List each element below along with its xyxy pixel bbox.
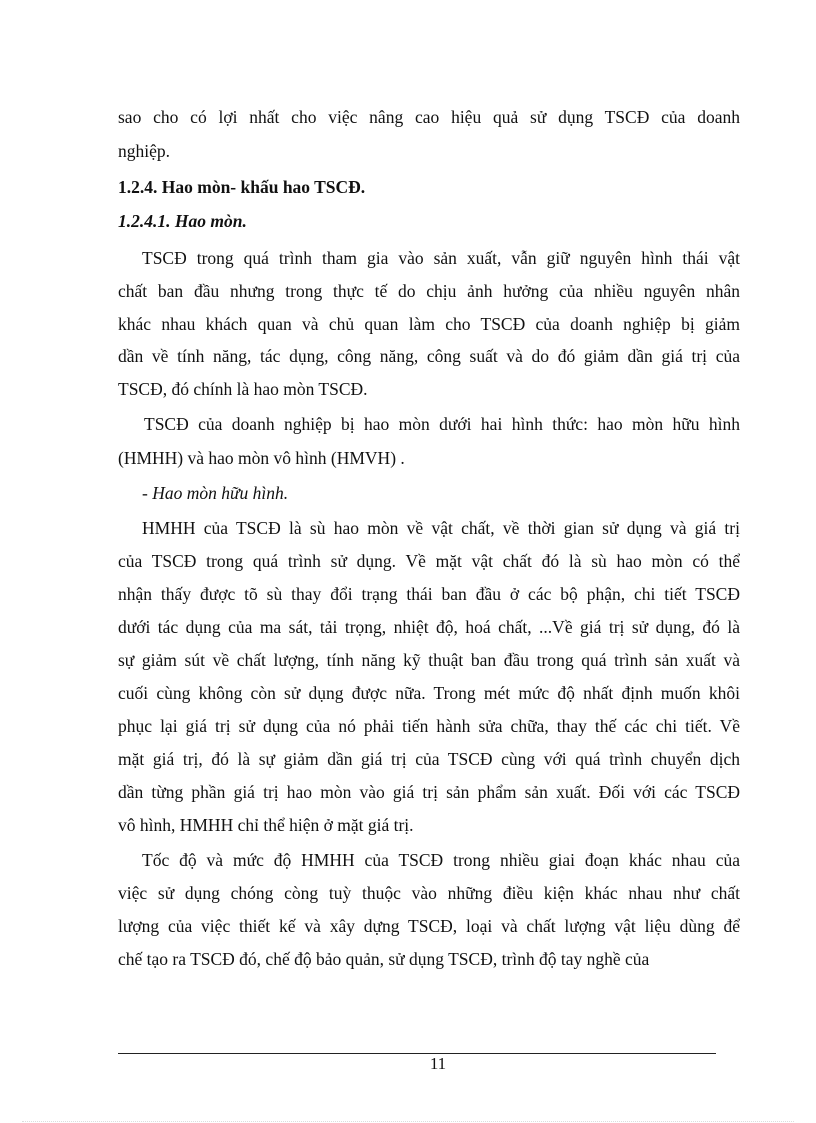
paragraph-line: HMHH của TSCĐ là sù hao mòn về vật chất, về thời gian sử dụng và giá trị xyxy=(142,518,740,538)
paragraph-line: nhận thấy được tõ sù thay đổi trạng thái ban đầu ở các bộ phận, chi tiết TSCĐ xyxy=(118,584,740,604)
paragraph-line: TSCĐ, đó chính là hao mòn TSCĐ. xyxy=(118,379,368,399)
section-heading: 1.2.4. Hao mòn- khấu hao TSCĐ. xyxy=(118,177,366,197)
page-number: 11 xyxy=(429,1054,447,1073)
paragraph-line: TSCĐ của doanh nghiệp bị hao mòn dưới hai hình thức: hao mòn hữu hình xyxy=(144,414,740,434)
paragraph-line: cuối cùng không còn sử dụng được nữa. Trong mét mức độ nhất định muốn khôi xyxy=(118,683,740,703)
paragraph-line: mặt giá trị, đó là sự giảm dần giá trị của TSCĐ cùng với quá trình chuyển dịch xyxy=(118,749,740,769)
subsection-heading: 1.2.4.1. Hao mòn. xyxy=(118,211,247,231)
paragraph-line: chất ban đầu nhưng trong thực tế do chịu ảnh hưởng của nhiều nguyên nhân xyxy=(118,281,740,301)
paragraph-line: nghiệp. xyxy=(118,141,171,161)
paragraph-line: vô hình, HMHH chỉ thể hiện ở mặt giá trị. xyxy=(118,815,414,835)
paragraph-line: việc sử dụng chóng còng tuỳ thuộc vào những điều kiện khác nhau như chất xyxy=(118,883,740,903)
paragraph-line: dần từng phần giá trị hao mòn vào giá trị sản phẩm sản xuất. Đối với các TSCĐ xyxy=(118,782,740,802)
paragraph-line: sự giảm sút về chất lượng, tính năng kỹ thuật ban đầu trong quá trình sản xuất và xyxy=(118,650,740,670)
paragraph-line: Tốc độ và mức độ HMHH của TSCĐ trong nhiều giai đoạn khác nhau của xyxy=(142,850,740,870)
paragraph-line: khác nhau khách quan và chủ quan làm cho TSCĐ của doanh nghiệp bị giảm xyxy=(118,314,740,334)
paragraph-line: phục lại giá trị sử dụng của nó phải tiến hành sửa chữa, thay thế các chi tiết. Về xyxy=(118,716,740,736)
paragraph-line: dần về tính năng, tác dụng, công năng, công suất và do đó giảm dần giá trị của xyxy=(118,346,740,366)
paragraph-line: lượng của việc thiết kế và xây dựng TSCĐ, loại và chất lượng vật liệu dùng để xyxy=(118,916,740,936)
footer-divider xyxy=(118,1053,716,1054)
list-item: - Hao mòn hữu hình. xyxy=(142,483,289,503)
paragraph-line: của TSCĐ trong quá trình sử dụng. Về mặt vật chất đó là sù hao mòn có thể xyxy=(118,551,740,571)
paragraph-line: (HMHH) và hao mòn vô hình (HMVH) . xyxy=(118,448,405,468)
paragraph-line: chế tạo ra TSCĐ đó, chế độ bảo quản, sử dụng TSCĐ, trình độ tay nghề của xyxy=(118,949,650,969)
paragraph-line: TSCĐ trong quá trình tham gia vào sản xuất, vẫn giữ nguyên hình thái vật xyxy=(142,248,740,268)
paragraph-line: sao cho có lợi nhất cho việc nâng cao hiệu quả sử dụng TSCĐ của doanh xyxy=(118,107,740,127)
page-edge-guide xyxy=(22,1121,794,1122)
paragraph-line: dưới tác dụng của ma sát, tải trọng, nhiệt độ, hoá chất, ...Về giá trị sử dụng, đó là xyxy=(118,617,740,637)
